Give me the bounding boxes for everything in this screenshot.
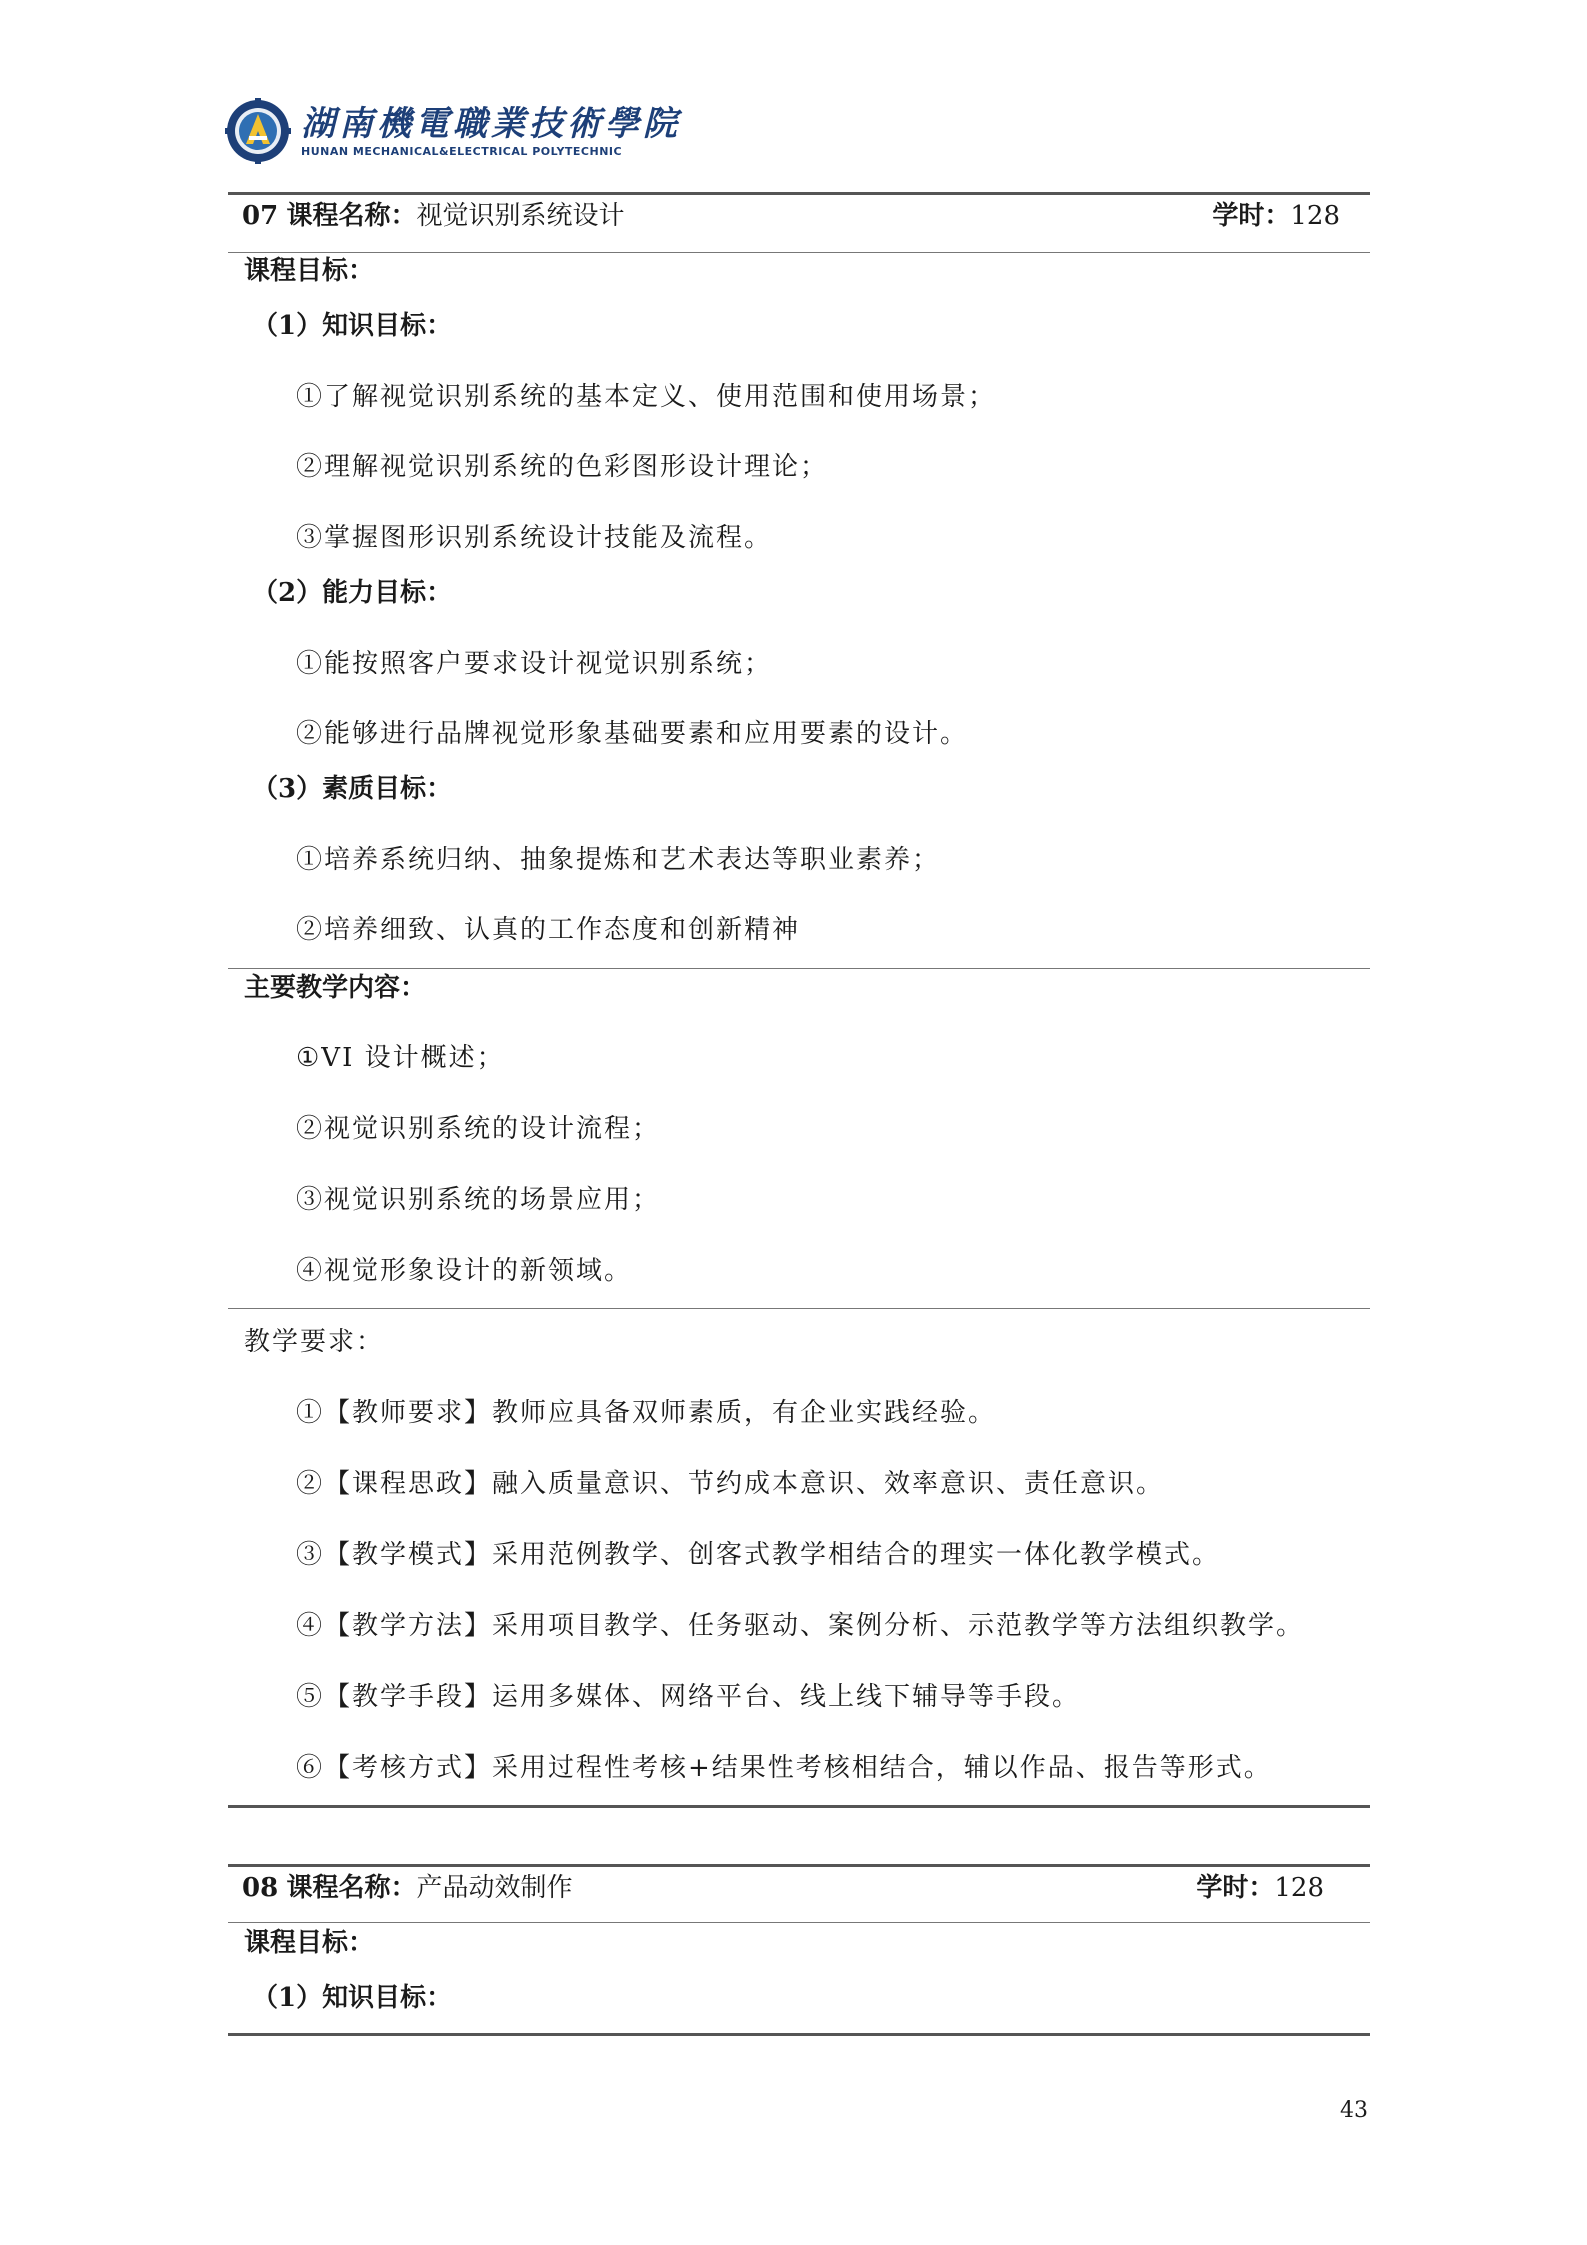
list-item: ①【教师要求】教师应具备双师素质，有企业实践经验。 [296,1398,997,1428]
school-logo [225,98,681,164]
goals-heading: 课程目标： [244,256,375,286]
divider [228,192,1370,195]
divider [228,1864,1370,1867]
hours-label: 学时： [1212,201,1291,231]
course-name: 视觉识别系统设计 [416,201,625,231]
list-item: ②理解视觉识别系统的色彩图形设计理论； [296,452,829,482]
list-item: ①培养系统归纳、抽象提炼和艺术表达等职业素养； [296,845,941,875]
hours-label: 学时： [1196,1873,1275,1903]
course-hours: 128 [1290,201,1340,231]
requirements-heading: 教学要求： [244,1327,385,1357]
course-07-header [242,201,1340,231]
list-item: ④视觉形象设计的新领域。 [296,1256,633,1286]
page-number: 43 [1340,2098,1368,2123]
list-item: ①了解视觉识别系统的基本定义、使用范围和使用场景； [296,382,997,412]
school-name-cn: 湖南機電職業技術學院 [301,103,681,144]
course-08-header [242,1873,1324,1903]
list-item: ③视觉识别系统的场景应用； [296,1185,661,1215]
course-hours: 128 [1274,1873,1324,1903]
course-name-label: 课程名称： [286,1873,417,1903]
ability-heading: （2）能力目标： [252,578,453,608]
goals-heading: 课程目标： [244,1928,375,1958]
list-item: ②能够进行品牌视觉形象基础要素和应用要素的设计。 [296,719,969,749]
knowledge-heading: （1）知识目标： [252,311,453,341]
divider [228,1805,1370,1808]
school-name-en: HUNAN MECHANICAL&ELECTRICAL POLYTECHNIC [301,144,623,158]
school-emblem-icon [225,98,291,164]
divider [228,1922,1370,1923]
list-item: ④【教学方法】采用项目教学、任务驱动、案例分析、示范教学等方法组织教学。 [296,1611,1305,1641]
list-item: ②培养细致、认真的工作态度和创新精神 [296,915,801,945]
list-item: ⑤【教学手段】运用多媒体、网络平台、线上线下辅导等手段。 [296,1682,1081,1712]
divider [228,968,1370,969]
content-heading: 主要教学内容： [244,973,427,1003]
list-item: ①能按照客户要求设计视觉识别系统； [296,649,773,679]
divider [228,252,1370,253]
knowledge-heading: （1）知识目标： [252,1983,453,2013]
divider [228,1308,1370,1309]
quality-heading: （3）素质目标： [252,774,453,804]
course-code: 08 [242,1873,279,1903]
course-name: 产品动效制作 [416,1873,573,1903]
divider [228,2033,1370,2036]
list-item: ②【课程思政】融入质量意识、节约成本意识、效率意识、责任意识。 [296,1469,1165,1499]
list-item: ③掌握图形识别系统设计技能及流程。 [296,523,773,553]
course-name-label: 课程名称： [286,201,417,231]
course-code: 07 [242,201,279,231]
list-item: ③【教学模式】采用范例教学、创客式教学相结合的理实一体化教学模式。 [296,1540,1221,1570]
list-item: ②视觉识别系统的设计流程； [296,1114,661,1144]
list-item: ⑥【考核方式】采用过程性考核+结果性考核相结合，辅以作品、报告等形式。 [296,1753,1272,1783]
list-item: ①VI 设计概述； [296,1043,505,1073]
